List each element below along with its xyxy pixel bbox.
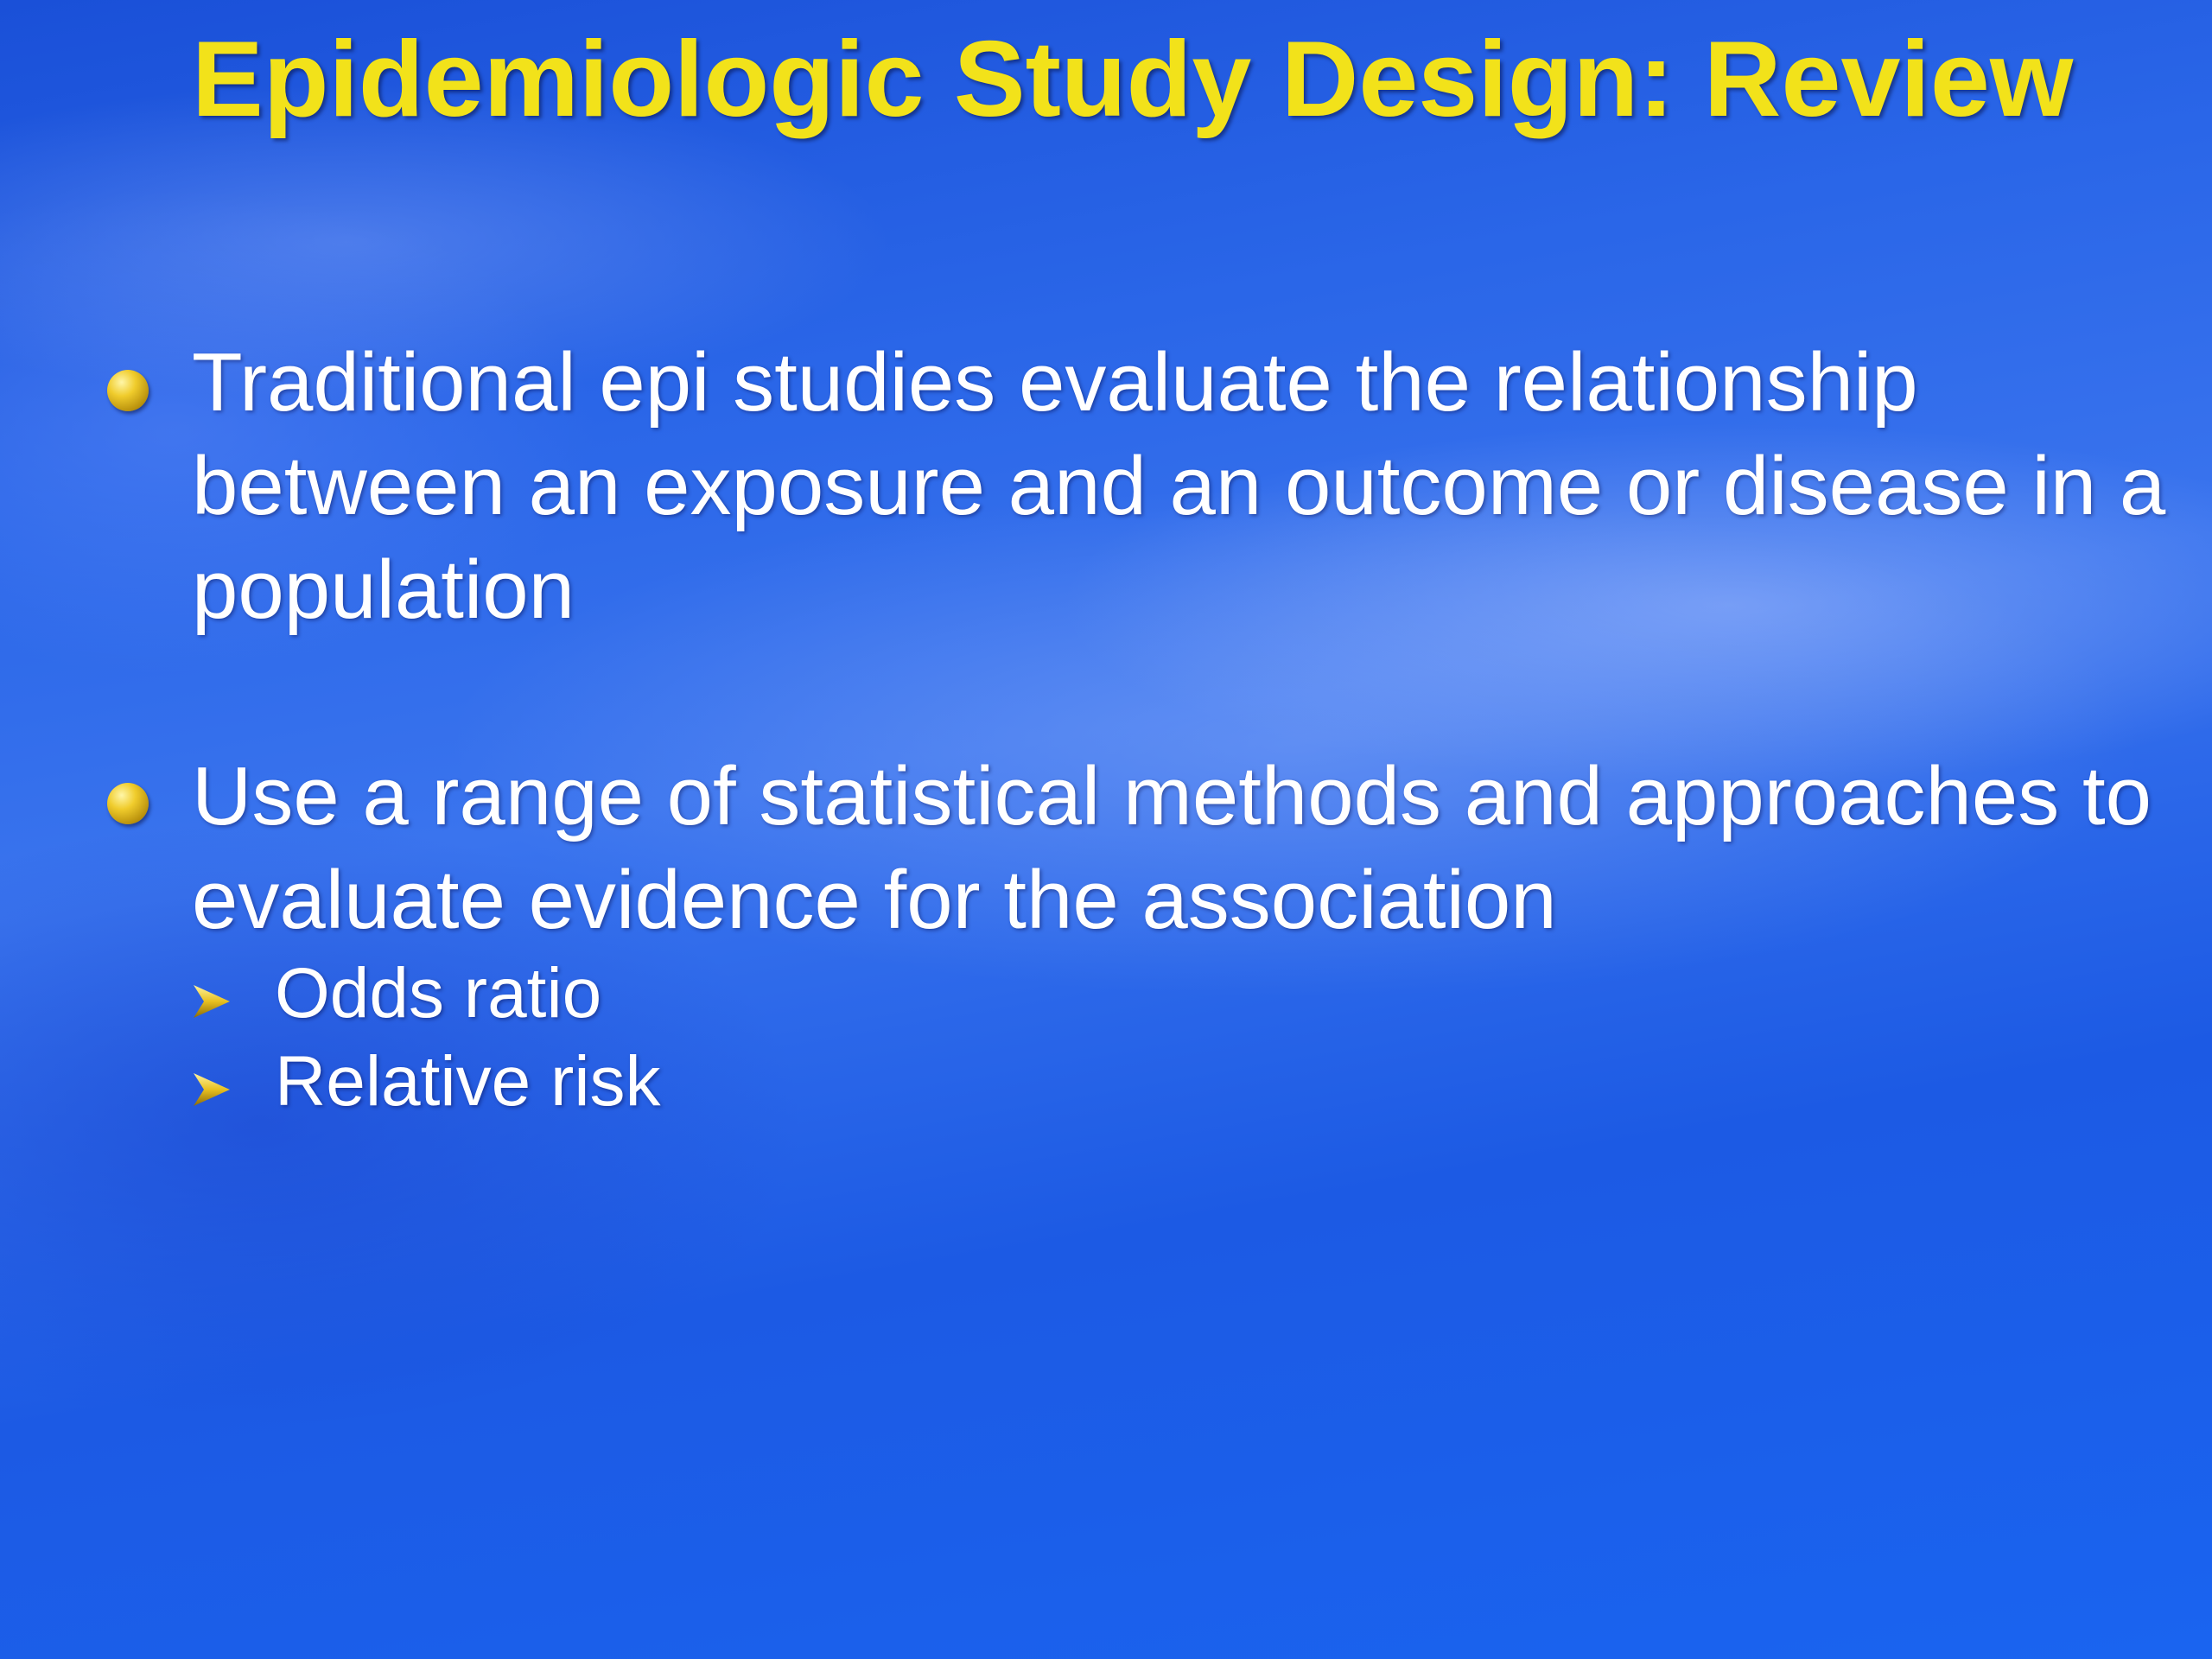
bullet-text-2: Use a range of statistical methods and approaches to evaluate evidence for the association [192, 750, 2152, 946]
gold-arrow-bullet-icon [192, 1071, 232, 1108]
slide-title: Epidemiologic Study Design: Review [192, 20, 2074, 139]
gold-arrow-bullet-icon [192, 983, 232, 1020]
sub-bullet-odds-ratio: Odds ratio [275, 954, 602, 1033]
sub-bullet-relative-risk: Relative risk [275, 1042, 661, 1121]
gold-ball-bullet-icon [107, 370, 149, 411]
gold-ball-bullet-icon [107, 783, 149, 824]
bullet-text-1: Traditional epi studies evaluate the relationship between an exposure and an outcome or disease in a population [192, 336, 2166, 636]
